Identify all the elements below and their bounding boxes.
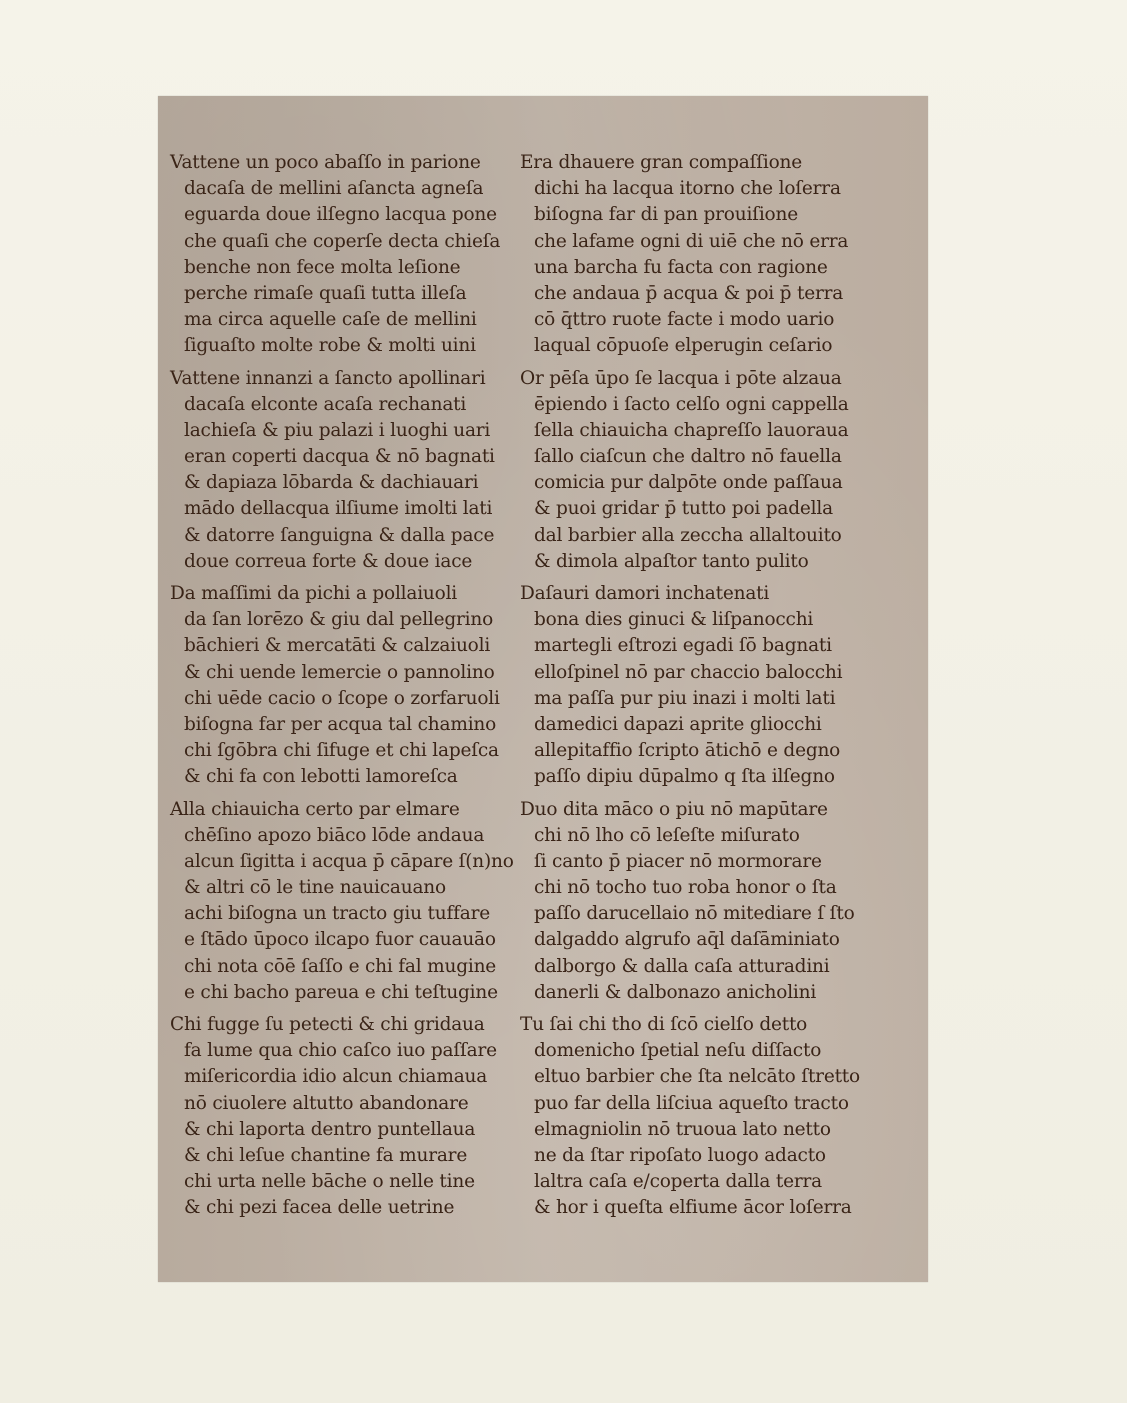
verse-line: & dimola alpaſtor tanto pulito: [534, 550, 809, 572]
stanza: [520, 581, 870, 791]
verse-line: & hor i queſta elfiume ācor loſerra: [534, 1197, 852, 1219]
verse-line: dichi ha lacqua itorno che loſerra: [534, 178, 841, 200]
verse-line: bāchieri & mercatāti & calzaiuoli: [184, 635, 491, 657]
stanza: [170, 581, 520, 791]
verse-line: mādo dellacqua ilſiume imolti lati: [184, 498, 493, 520]
left-column: [170, 150, 520, 1222]
stanza-first-line: Vattene innanzi a ſancto apollinari: [170, 367, 486, 389]
verse-line: dalgaddo algrufo aq̄l daſāminiato: [534, 929, 840, 951]
printed-page: [158, 96, 928, 1282]
verse-line: eran coperti dacqua & nō bagnati: [184, 446, 495, 468]
verse-line: puo far della liſciua aqueſto tracto: [534, 1092, 849, 1114]
verse-line: ēpiendo i ſacto celſo ogni cappella: [534, 393, 849, 415]
verse-line: chi urta nelle bāche o nelle tine: [184, 1171, 475, 1193]
verse-line: domenicho ſpetial neſu diſſacto: [534, 1040, 822, 1062]
verse-line: & chi laporta dentro puntellaua: [184, 1118, 476, 1140]
verse-line: cō q̄ttro ruote facte i modo uario: [534, 309, 835, 331]
stanza-first-line: Era dhauere gran compaſſione: [520, 152, 803, 173]
verse-line: ſella chiauicha chapreſſo lauoraua: [534, 419, 849, 441]
verse-line: & dapiaza lōbarda & dachiauari: [184, 472, 479, 494]
verse-line: comicia pur dalpōte onde paſſaua: [534, 472, 843, 494]
verse-line: ſallo ciaſcun che daltro nō fauella: [534, 446, 842, 468]
verse-line: & chi pezi facea delle uetrine: [184, 1197, 455, 1219]
verse-line: danerli & dalbonazo anicholini: [534, 981, 817, 1003]
verse-line: miſericordia idio alcun chiamaua: [184, 1066, 488, 1088]
verse-line: ma paſſa pur piu inazi i molti lati: [534, 687, 836, 709]
stanza-first-line: Vattene un poco abaſſo in parione: [170, 152, 481, 173]
verse-line: chēſino apozo biāco lōde andaua: [184, 824, 485, 846]
verse-line: & chi leſue chantine fa murare: [184, 1144, 468, 1166]
verse-line: chi nō lho cō leſeſte miſurato: [534, 824, 800, 846]
verse-line: dalborgo & dalla caſa atturadini: [534, 955, 830, 977]
verse-line: ma circa aquelle caſe de mellini: [184, 309, 477, 331]
verse-line: ſiguaſto molte robe & molti uini: [184, 335, 476, 357]
verse-line: laqual cōpuoſe elperugin ceſario: [534, 335, 833, 357]
verse-line: dal barbier alla zeccha allaltouito: [534, 524, 842, 546]
verse-line: allepitaffio ſcripto ātichō e degno: [534, 740, 841, 762]
stanza: [170, 797, 520, 1007]
stanza: [170, 366, 520, 576]
stanza: [170, 1012, 520, 1222]
verse-line: benche non fece molta leſione: [184, 256, 461, 278]
verse-line: elmagniolin nō truoua lato netto: [534, 1118, 831, 1140]
verse-line: fa lume qua chio caſco iuo paſſare: [184, 1040, 497, 1062]
verse-line: dacaſa elconte acaſa rechanati: [184, 393, 467, 415]
verse-line: & altri cō le tine nauicauano: [184, 877, 446, 899]
verse-line: chi ſgōbra chi ſifuge et chi lapeſca: [184, 740, 499, 762]
stanza-first-line: Or pēſa ūpo ſe lacqua i pōte alzaua: [520, 367, 842, 389]
verse-line: chi nō tocho tuo roba honor o ſta: [534, 877, 837, 899]
stanza: [520, 1012, 870, 1222]
stanza-first-line: Duo dita māco o piu nō mapūtare: [520, 798, 828, 820]
verse-line: achi biſogna un tracto giu tuffare: [184, 903, 490, 925]
stanza-first-line: Tu ſai chi tho di ſcō cielſo detto: [520, 1014, 808, 1035]
verse-line: e chi bacho pareua e chi teſtugine: [184, 981, 498, 1003]
verse-line: paſſo darucellaio nō mitediare ſ ſto: [534, 903, 855, 925]
verse-line: alcun ſigitta i acqua p̄ cāpare ſ(n)no: [184, 850, 514, 872]
verse-line: una barcha fu facta con ragione: [534, 256, 828, 278]
verse-line: che andaua p̄ acqua & poi p̄ terra: [534, 282, 844, 304]
verse-line: lachieſa & piu palazi i luoghi uari: [184, 419, 491, 441]
verse-line: & chi fa con lebotti lamoreſca: [184, 766, 458, 788]
stanza: [520, 366, 870, 576]
verse-line: e ſtādo ūpoco ilcapo fuor cauauāo: [184, 929, 496, 951]
verse-line: doue correua forte & doue iace: [184, 550, 473, 572]
verse-line: & datorre ſanguigna & dalla pace: [184, 524, 495, 546]
verse-line: eltuo barbier che ſta nelcāto ſtretto: [534, 1066, 860, 1088]
verse-line: dacaſa de mellini aſancta agneſa: [184, 178, 484, 200]
stanza: [520, 150, 870, 360]
verse-line: ne da ſtar ripoſato luogo adacto: [534, 1144, 826, 1166]
verse-line: eguarda doue ilſegno lacqua pone: [184, 204, 497, 226]
verse-line: che quaſi che coperſe decta chieſa: [184, 230, 501, 252]
right-column: [520, 150, 870, 1222]
verse-line: laltra caſa e/coperta dalla terra: [534, 1171, 822, 1193]
stanza-first-line: Daſauri damori inchatenati: [520, 583, 770, 604]
stanza-first-line: Alla chiauicha certo par elmare: [170, 798, 460, 820]
verse-line: nō ciuolere altutto abandonare: [184, 1092, 469, 1114]
stanza-first-line: Chi fugge ſu petecti & chi gridaua: [170, 1014, 485, 1035]
verse-line: paſſo dipiu dūpalmo q ſta ilſegno: [534, 766, 835, 788]
verse-line: biſogna far per acqua tal chamino: [184, 713, 497, 735]
verse-line: & puoi gridar p̄ tutto poi padella: [534, 498, 833, 520]
verse-line: chi uēde cacio o ſcope o zorfaruoli: [184, 687, 500, 709]
verse-line: che lafame ogni di uiē che nō erra: [534, 230, 849, 252]
verse-line: & chi uende lemercie o pannolino: [184, 661, 495, 683]
verse-line: bona dies ginuci & liſpanocchi: [534, 609, 814, 631]
verse-line: damedici dapazi aprite gliocchi: [534, 713, 822, 735]
stanza: [520, 797, 870, 1007]
verse-line: da ſan lorēzo & giu dal pellegrino: [184, 609, 494, 631]
verse-line: ſi canto p̄ piacer nō mormorare: [534, 850, 822, 872]
verse-line: martegli eſtrozi egadi ſō bagnati: [534, 635, 832, 657]
stanza-first-line: Da maſſimi da pichi a pollaiuoli: [170, 583, 458, 604]
verse-line: biſogna far di pan prouiſione: [534, 204, 798, 226]
stanza: [170, 150, 520, 360]
verse-line: elloſpinel nō par chaccio balocchi: [534, 661, 843, 683]
verse-line: chi nota cōē ſaſſo e chi fal mugine: [184, 955, 497, 977]
verse-line: perche rimaſe quaſi tutta illeſa: [184, 282, 467, 304]
